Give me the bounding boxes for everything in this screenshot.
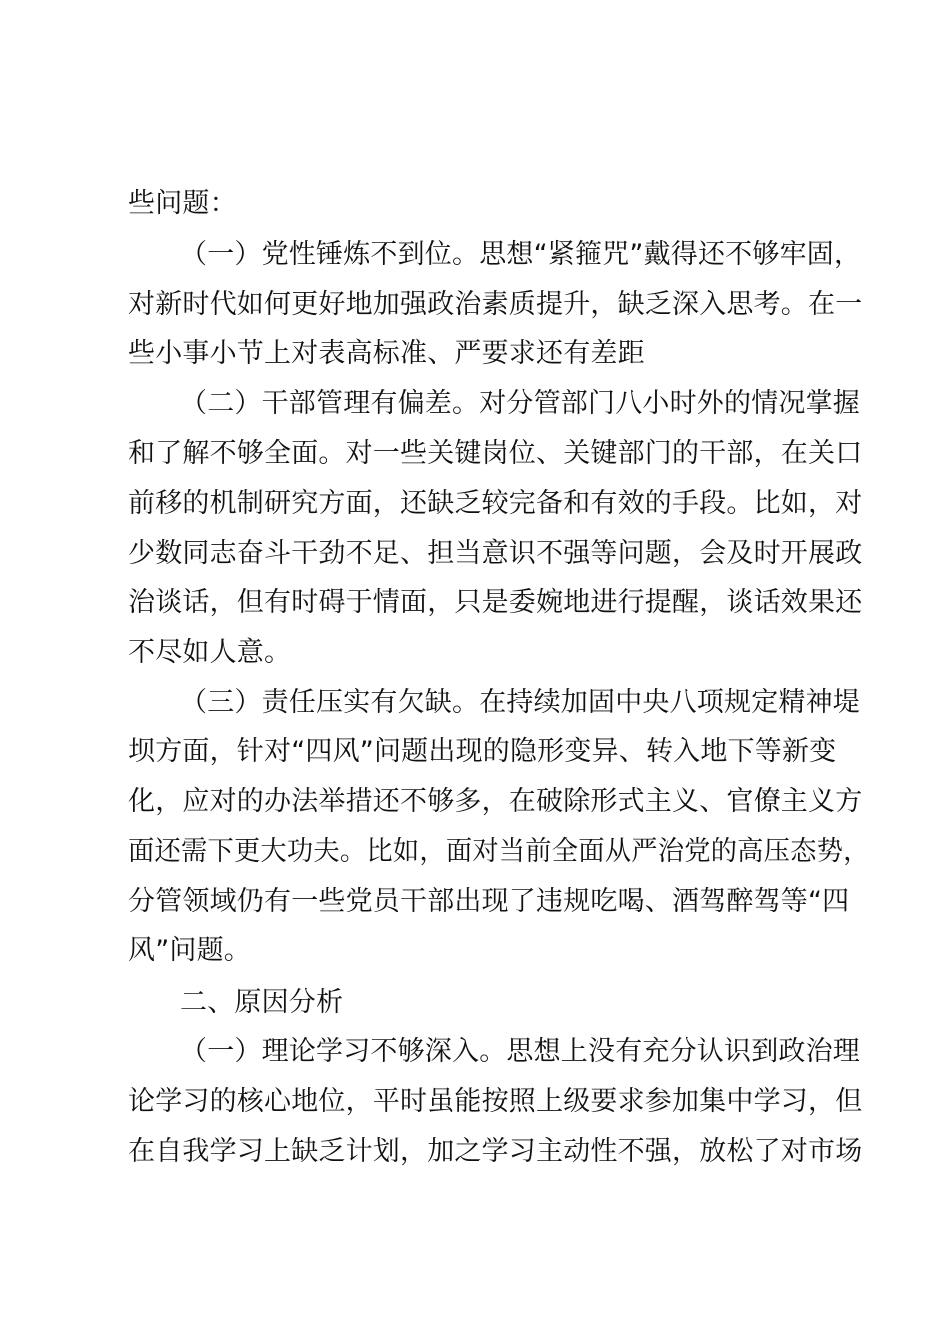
section-heading: 二、原因分析 <box>180 987 344 1018</box>
text-line: 少数同志奋斗干劲不足、担当意识不强等问题，会及时开展政 <box>128 538 863 569</box>
text-line: 面还需下更大功夫。比如，面对当前全面从严治党的高压态势， <box>128 836 870 867</box>
paragraph-heading-1: （一）党性锤炼不到位。思想“紧箍咒”戴得还不够牢固， <box>180 239 862 270</box>
text-line: 分管领域仍有一些党员干部出现了违规吃喝、酒驾醉驾等“四 <box>128 886 850 917</box>
text-line: 不尽如人意。 <box>128 637 292 668</box>
text-line: 前移的机制研究方面，还缺乏较完备和有效的手段。比如，对 <box>128 488 863 519</box>
text-line: 化，应对的办法举措还不够多，在破除形式主义、官僚主义方 <box>128 786 863 817</box>
text-line: 些问题： <box>128 188 237 219</box>
text-line: 对新时代如何更好地加强政治素质提升，缺乏深入思考。在一 <box>128 289 863 320</box>
text-line: 些小事小节上对表高标准、严要求还有差距 <box>128 338 645 369</box>
paragraph-heading-3: （三）责任压实有欠缺。在持续加固中央八项规定精神堤 <box>180 687 860 718</box>
paragraph-heading-4: （一）理论学习不够深入。思想上没有充分认识到政治理 <box>180 1036 860 1067</box>
text-line: 在自我学习上缺乏计划，加之学习主动性不强，放松了对市场 <box>128 1136 863 1167</box>
text-line: 风”问题。 <box>128 935 251 966</box>
text-line: 论学习的核心地位，平时虽能按照上级要求参加集中学习，但 <box>128 1086 863 1117</box>
text-line: 坝方面，针对“四风”问题出现的隐形变异、转入地下等新变 <box>128 736 837 767</box>
text-line: 治谈话，但有时碍于情面，只是委婉地进行提醒，谈话效果还 <box>128 587 863 618</box>
text-line: 和了解不够全面。对一些关键岗位、关键部门的干部，在关口 <box>128 438 863 469</box>
paragraph-heading-2: （二）干部管理有偏差。对分管部门八小时外的情况掌握 <box>180 388 860 419</box>
